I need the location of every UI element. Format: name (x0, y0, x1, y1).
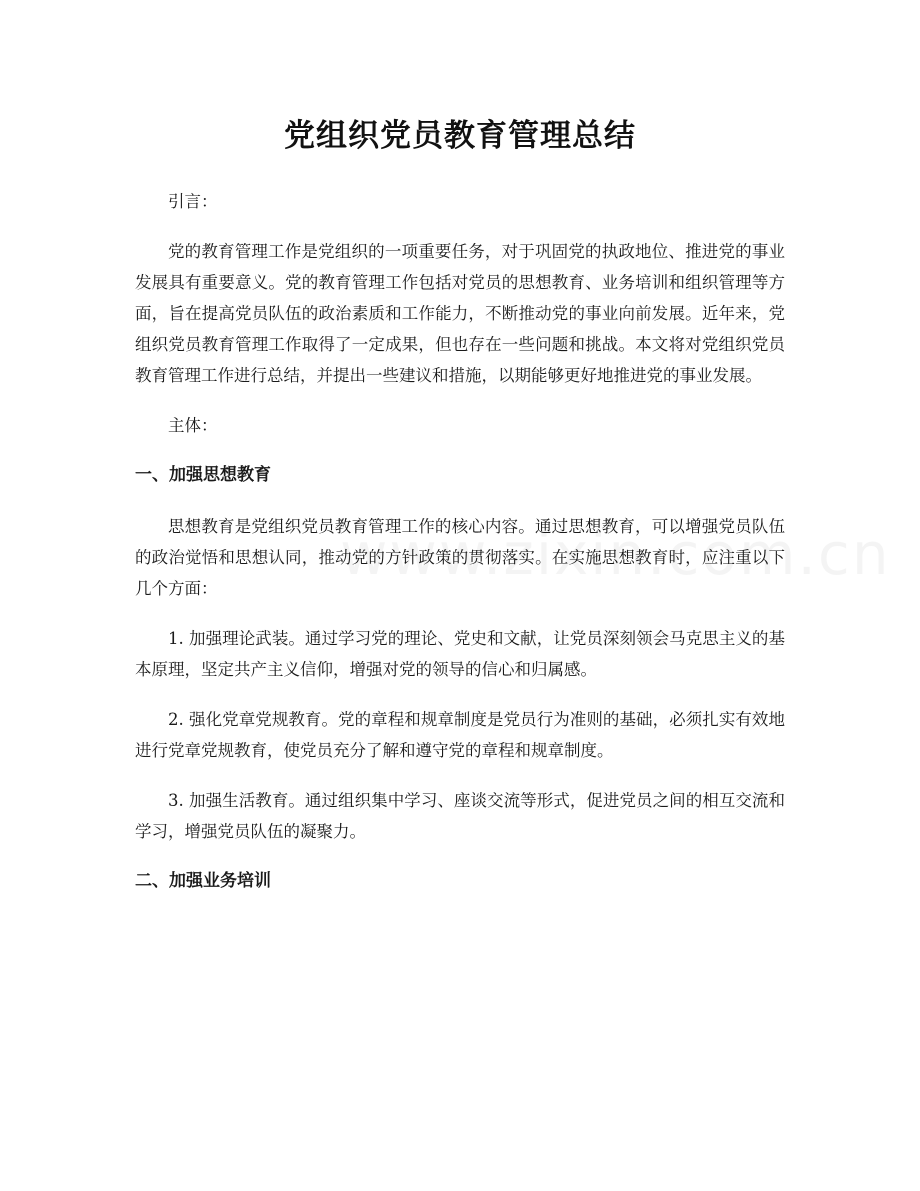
section-1-item-1: 1. 加强理论武装。通过学习党的理论、党史和文献，让党员深刻领会马克思主义的基本原理，坚定共产主义信仰，增强对党的领导的信心和归属感。 (135, 629, 785, 679)
intro-label: 引言： (168, 192, 218, 211)
intro-paragraph: 党的教育管理工作是党组织的一项重要任务，对于巩固党的执政地位、推进党的事业发展具有重要意义。党的教育管理工作包括对党员的思想教育、业务培训和组织管理等方面，旨在提高党员队伍的政治素质和工作能力，不断推动党的事业向前发展。近年来，党组织党员教育管理工作取得了一定成果，但也存在一些问题和挑战。本文将对党组织党员教育管理工作进行总结，并提出一些建议和措施，以期能够更好地推进党的事业发展。 (135, 242, 785, 385)
document-body (135, 186, 785, 917)
section-heading-2: 二、加强业务培训 (135, 871, 271, 891)
document-title: 党组织党员教育管理总结 (284, 118, 636, 154)
body-label: 主体： (168, 416, 218, 435)
section-1-item-3: 3. 加强生活教育。通过组织集中学习、座谈交流等形式，促进党员之间的相互交流和学习，增强党员队伍的凝聚力。 (135, 791, 785, 841)
section-1-intro: 思想教育是党组织党员教育管理工作的核心内容。通过思想教育，可以增强党员队伍的政治觉悟和思想认同，推动党的方针政策的贯彻落实。在实施思想教育时，应注重以下几个方面： (135, 517, 785, 598)
section-heading-1: 一、加强思想教育 (135, 465, 271, 485)
section-1-item-2: 2. 强化党章党规教育。党的章程和规章制度是党员行为准则的基础，必须扎实有效地进行党章党规教育，使党员充分了解和遵守党的章程和规章制度。 (135, 710, 785, 760)
